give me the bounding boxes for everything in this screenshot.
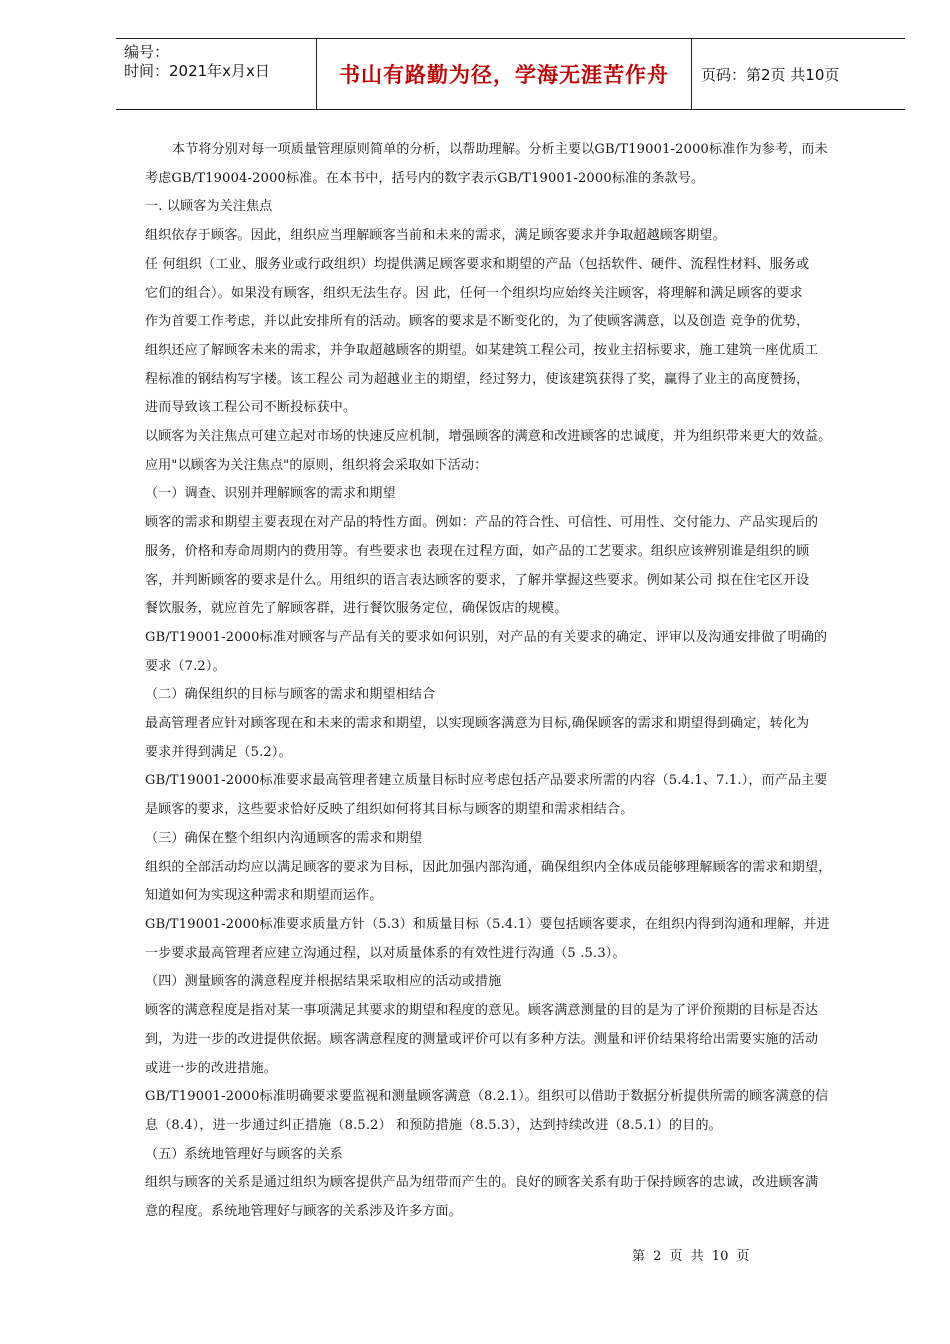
body-line: 组织的全部活动均应以满足顾客的要求为目标，因此加强内部沟通，确保组织内全体成员能够理解顾客的需求和期望， [145, 859, 832, 875]
body-line: （三）确保在整个组织内沟通顾客的需求和期望 [145, 830, 423, 846]
body-line: 组织与顾客的关系是通过组织为顾客提供产品为纽带而产生的。良好的顾客关系有助于保持顾客的忠诚，改进顾客满 [145, 1175, 819, 1191]
body-line: 一步要求最高管理者应建立沟通过程，以对质量体系的有效性进行沟通（5 .5.3）。 [145, 945, 626, 961]
body-line: 程标准的钢结构写字楼。该工程公 司为超越业主的期望，经过努力，使该建筑获得了奖，赢得了业主的高度赞扬， [145, 371, 810, 387]
document-body [145, 136, 885, 1227]
body-line: 是顾客的要求，这些要求恰好反映了组织如何将其目标与顾客的期望和需求相结合。 [145, 802, 634, 818]
body-line: 要求（7.2）。 [145, 658, 226, 674]
header-page-label: 页码：第2页 共10页 [701, 65, 840, 84]
body-line: （二）确保组织的目标与顾客的需求和期望相结合 [145, 687, 436, 703]
body-line: 息（8.4），进一步通过纠正措施（8.5.2） 和预防措施（8.5.3），达到持续改进（8.5.1）的目的。 [145, 1117, 722, 1133]
body-line: 本节将分别对每一项质量管理原则简单的分析，以帮助理解。分析主要以GB/T19001-2000标准作为参考，而未 [172, 142, 828, 157]
body-line: 客，并判断顾客的要求是什么。用组织的语言表达顾客的要求，了解并掌握这些要求。例如某公司 拟在住宅区开设 [145, 572, 810, 588]
body-line: 知道如何为实现这种需求和期望而运作。 [145, 888, 383, 904]
body-line: 顾客的需求和期望主要表现在对产品的特性方面。例如：产品的符合性、可信性、可用性、交付能力、产品实现后的 [145, 515, 819, 531]
document-time-label: 时间：2021年x月x日 [124, 62, 270, 80]
document-number-label: 编号： [124, 43, 170, 61]
header-meta [124, 43, 314, 105]
document-header [116, 38, 905, 110]
body-line: 应用"以顾客为关注焦点"的原则，组织将会采取如下活动： [145, 457, 488, 473]
body-line: 餐饮服务，就应首先了解顾客群，进行餐饮服务定位，确保饭店的规模。 [145, 601, 568, 617]
body-line: 以顾客为关注焦点可建立起对市场的快速反应机制，增强顾客的满意和改进顾客的忠诚度，并为组织带来更大的效益。 [145, 429, 832, 445]
body-line: 考虑GB/T19004-2000标准。在本书中，括号内的数字表示GB/T19001-2000标准的条款号。 [145, 170, 705, 186]
body-line: GB/T19001-2000标准对顾客与产品有关的要求如何识别，对产品的有关要求的确定、评审以及沟通安排做了明确的 [145, 629, 828, 645]
body-line: 或进一步的改进措施。 [145, 1060, 278, 1076]
body-line: （五）系统地管理好与顾客的关系 [145, 1146, 344, 1162]
header-motto: 书山有路勤为径，学海无涯苦作舟 [339, 63, 669, 87]
body-line: （一）调查、识别并理解顾客的需求和期望 [145, 486, 396, 502]
header-page-cell [701, 39, 839, 109]
body-line: 意的程度。系统地管理好与顾客的关系涉及许多方面。 [145, 1204, 462, 1220]
body-line: 作为首要工作考虑，并以此安排所有的活动。顾客的要求是不断变化的，为了使顾客满意，以及创造 竞争的优势， [145, 314, 810, 330]
body-line: 组织依存于顾客。因此，组织应当理解顾客当前和未来的需求，满足顾客要求并争取超越顾客期望。 [145, 228, 726, 244]
body-line: 顾客的满意程度是指对某一事项满足其要求的期望和程度的意见。顾客满意测量的目的是为了评价预期的目标是否达 [145, 1003, 819, 1019]
body-line: 任 何组织（工业、服务业或行政组织）均提供满足顾客要求和期望的产品（包括软件、硬件、流程性材料、服务或 [145, 256, 810, 272]
header-motto-cell [316, 39, 692, 109]
body-line: 它们的组合）。如果没有顾客，组织无法生存。因 此，任何一个组织均应始终关注顾客，将理解和满足顾客的要求 [145, 285, 803, 301]
body-line: 进而导致该工程公司不断投标获中。 [145, 400, 357, 416]
body-line: 服务，价格和寿命周期内的费用等。有些要求也 表现在过程方面，如产品的工艺要求。组织应该辨别谁是组织的顾 [145, 543, 810, 559]
body-line: 最高管理者应针对顾客现在和未来的需求和期望，以实现顾客满意为目标,确保顾客的需求和期望得到确定，转化为 [145, 716, 810, 732]
body-line: 要求并得到满足（5.2）。 [145, 744, 292, 760]
body-line: 组织还应了解顾客未来的需求，并争取超越顾客的期望。如某建筑工程公司，按业主招标要求，施工建筑一座优质工 [145, 342, 819, 358]
body-line: GB/T19001-2000标准明确要求要监视和测量顾客满意（8.2.1）。组织可以借助于数据分析提供所需的顾客满意的信 [145, 1089, 829, 1105]
body-line: GB/T19001-2000标准要求最高管理者建立质量目标时应考虑包括产品要求所需的内容（5.4.1、7.1.），而产品主要 [145, 773, 828, 789]
body-line: （四）测量顾客的满意程度并根据结果采取相应的活动或措施 [145, 974, 502, 990]
body-line: 一. 以顾客为关注焦点 [145, 199, 273, 215]
body-line: GB/T19001-2000标准要求质量方针（5.3）和质量目标（5.4.1）要包括顾客要求，在组织内得到沟通和理解，并进 [145, 916, 830, 932]
page-footer: 第 2 页 共 10 页 [632, 1249, 750, 1264]
body-line: 到，为进一步的改进提供依据。顾客满意程度的测量或评价可以有多种方法。测量和评价结果将给出需要实施的活动 [145, 1031, 819, 1047]
